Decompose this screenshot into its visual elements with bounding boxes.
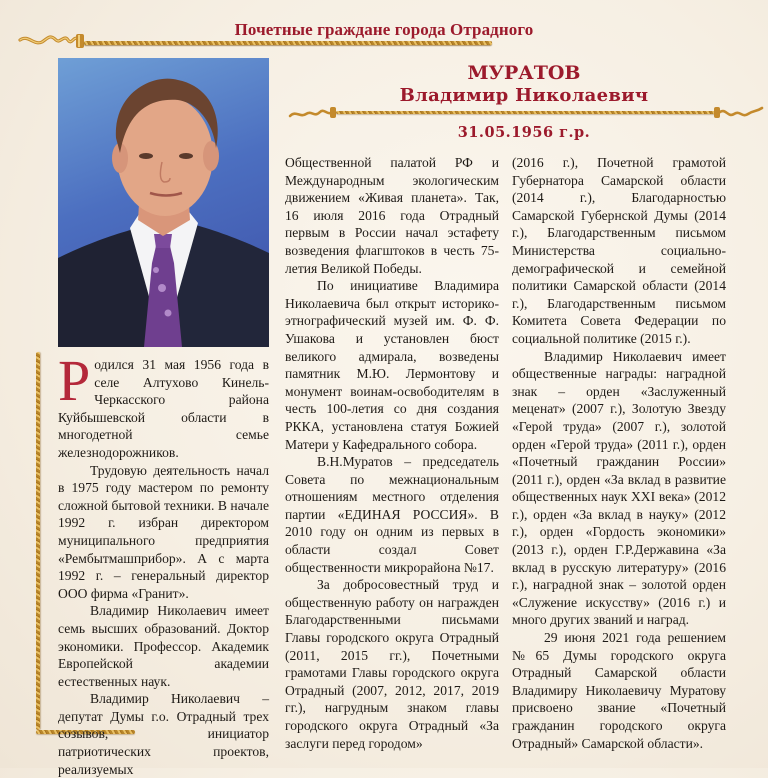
header-rope-divider-extension bbox=[84, 41, 492, 45]
biography-column-1 bbox=[58, 348, 269, 778]
biography-column-2 bbox=[285, 154, 499, 752]
drop-cap: Р bbox=[58, 348, 91, 413]
page-header-title: Почетные граждане города Отрадного bbox=[234, 20, 534, 39]
portrait-illustration bbox=[58, 58, 269, 347]
birth-date: 31.05.1956 г.р. bbox=[457, 124, 591, 141]
paragraph: По инициативе Владимира Николаевича был открыт историко-этнографический музей им. Ф. Ф. Ушакова и установлен бюст великого адмирала, возведены памятник М.Ю. Лермонтову и монумент воинам-освободителям в честь 100-летия со дня создания РККА, установлена статуя Божией Матери у Кафедрального собора. bbox=[285, 278, 499, 452]
rope-swirl-ornament-left bbox=[288, 104, 340, 122]
paragraph: За добросовестный труд и общественную работу он награжден Благодарственными письмами Главы городского округа Отрадный (2011, 2015 гг.), Почетными грамотами Главы городского округа Отрадный (2007, 2012, 2017, 2019 гг.), нагрудным знаком главы городского округа Отрадный «За заслуги перед городом» bbox=[285, 577, 499, 751]
paragraph-text: одился 31 мая 1956 года в селе Алтухово Кинель-Черкасского района Куйбышевской области в многодетной семье железнодорожников. bbox=[58, 357, 269, 460]
person-surname: МУРАТОВ bbox=[467, 62, 581, 84]
person-given-names: Владимир Николаевич bbox=[399, 85, 649, 106]
paragraph: В.Н.Муратов – председатель Совета по межнациональным отношениям местного отделения партии «ЕДИНАЯ РОССИЯ». В 2010 году он одним из первых в области создал Совет общественности микрорайона №17. bbox=[285, 454, 499, 575]
left-frame-rope bbox=[36, 352, 40, 730]
paragraph: Владимир Николаевич – депутат Думы г.о. Отрадный трех созывов, инициатор патриотических проектов, реализуемых bbox=[58, 691, 269, 777]
paragraph: Владимир Николаевич имеет семь высших образований. Доктор экономики. Профессор. Академик Европейской академии естественных наук. bbox=[58, 603, 269, 689]
name-rope-divider bbox=[336, 111, 716, 114]
paragraph: Общественной палатой РФ и Международным экологическим движением «Живая планета». Так, 16 июля 2016 года Отрадный первым в России начал эстафету возведения флагштоков в честь 75-летия Великой Победы. bbox=[285, 155, 499, 276]
paragraph: Трудовую деятельность начал в 1975 году мастером по ремонту сложной бытовой техники. В начале 1992 г. избран директором муниципального предприятия «Рембытмашприбор». А с марта 1992 г. – генеральный директор ООО фирма «Гранит». bbox=[58, 462, 269, 601]
biography-column-3 bbox=[512, 154, 726, 752]
paragraph: Владимир Николаевич имеет общественные награды: наградной знак – орден «Заслуженный меценат» (2007 г.), Золотую Звезду «Герой труда» (2007 г.), золотой орден «Герой труда» (2011 г.), орден «Почетный гражданин России» (2011 г.), орден «За вклад в развитие общественных наук XXI века» (2012 г.), орден «За вклад в науку» (2012 г.), орден «Гордость экономики» (2013 г.), орден Г.Р.Державина «За вклад в русскую литературу» (2016 г.), наградной знак – золотой орден «Служение искусству» (2016 г.) и много других званий и наград. bbox=[512, 348, 726, 628]
paragraph: 29 июня 2021 года решением №65 Думы городского округа Отрадный Самарской области Владимиру Николаевичу Муратову присвоено звание «Почетный гражданин городского округа Отрадный» Самарской области». bbox=[512, 630, 726, 751]
paragraph: (2016 г.), Почетной грамотой Губернатора Самарской области (2014 г.), Благодарностью Самарской Губернской Думы (2014 г.), Благодарственным письмом Министерства социально-демографической и семейной политики Самарской области (2014 г.), Благодарственным письмом Комитета Совета Федерации по социальной политике (2015 г.). bbox=[512, 155, 726, 346]
portrait-photo bbox=[58, 58, 269, 347]
paragraph bbox=[58, 348, 269, 462]
rope-swirl-ornament-right bbox=[712, 104, 764, 122]
